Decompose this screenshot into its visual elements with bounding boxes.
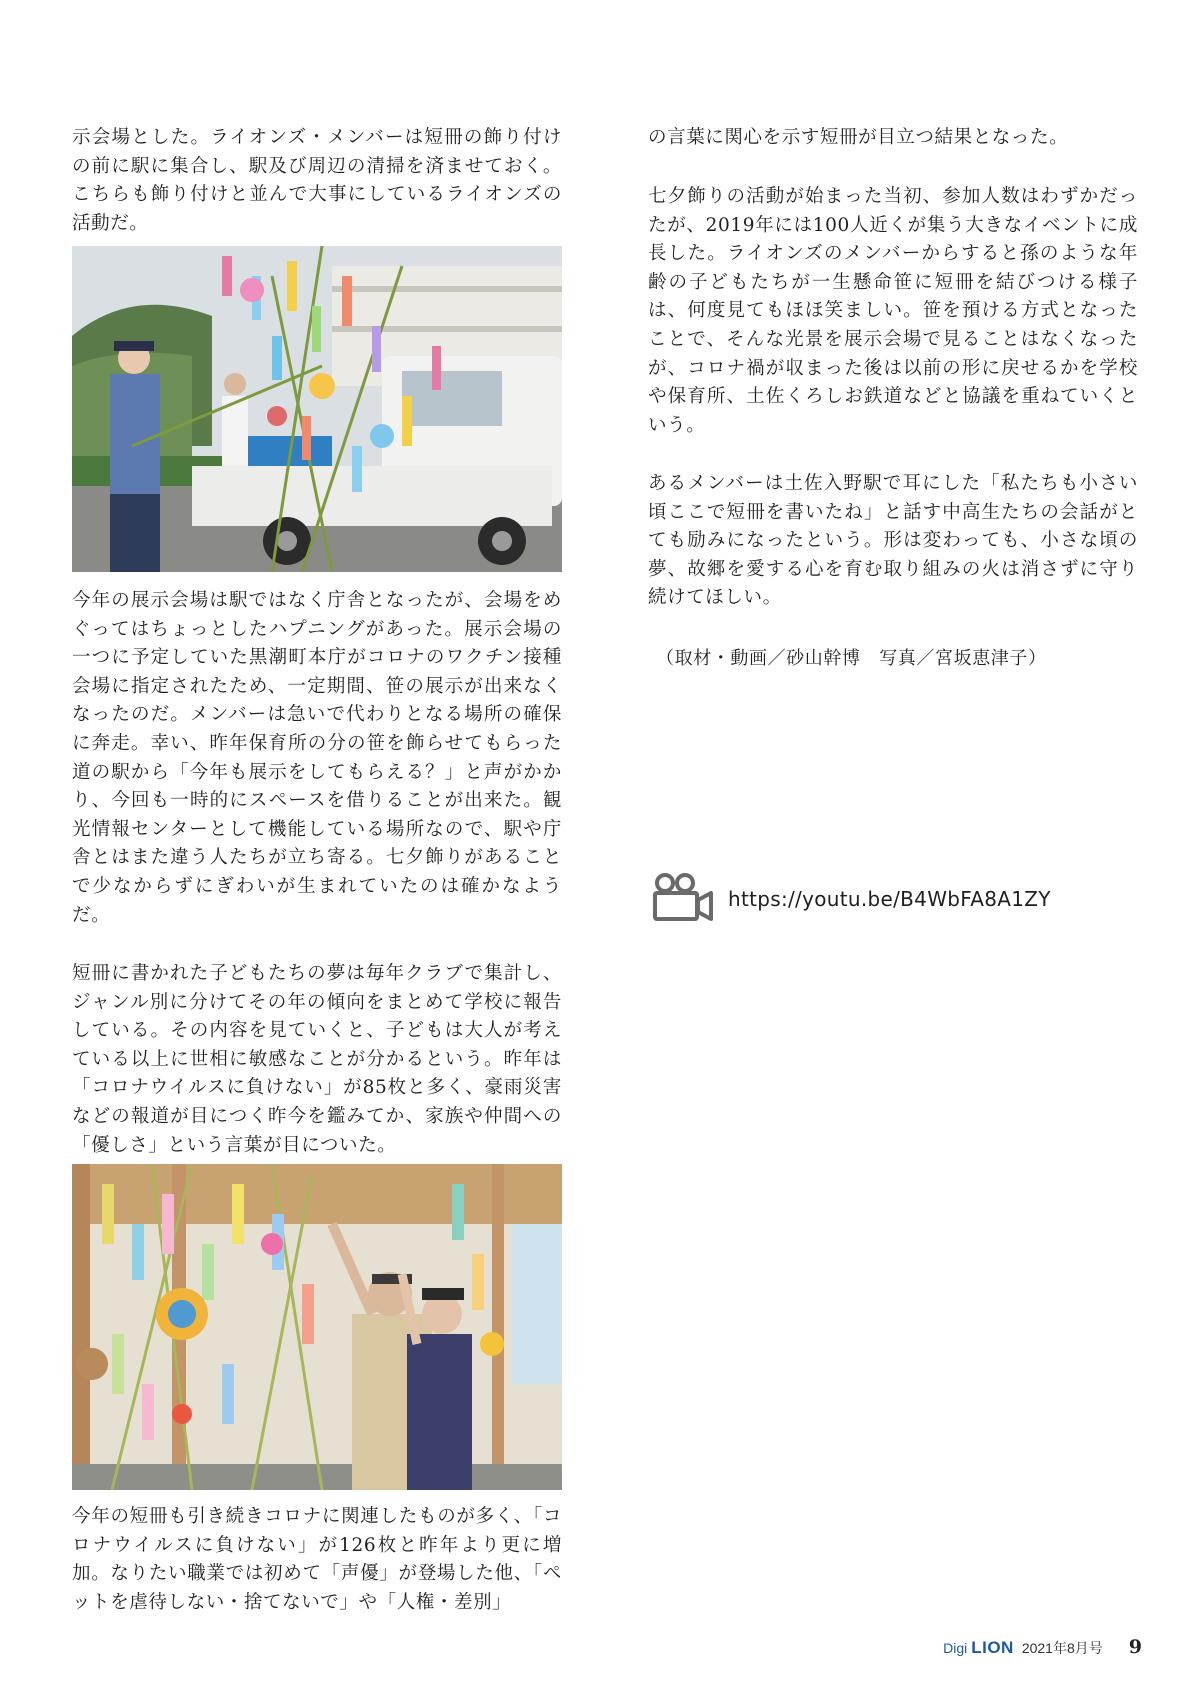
page-footer <box>943 1636 1142 1658</box>
right-para-1: の言葉に関心を示す短冊が目立つ結果となった。 <box>648 127 1069 148</box>
photo-credit: （取材・動画／砂山幹博 写真／宮坂恵津子） <box>656 648 1047 669</box>
right-para-3: あるメンバーは土佐入野駅で耳にした「私たちも小さい頃ここで短冊を書いたね」と話す中高生たちの会話がとても励みになったという。形は変わっても、小さな頃の夢、故郷を愛する心を育む取り組みの火は消さずに守り続けてほしい。 <box>648 473 1138 609</box>
page-number: 9 <box>1128 1636 1142 1658</box>
left-para-1: 示会場とした。ライオンズ・メンバーは短冊の飾り付けの前に駅に集合し、駅及び周辺の清掃を済ませておく。こちらも飾り付けと並んで大事にしているライオンズの活動だ。 <box>72 127 562 234</box>
photo-bamboo-truck <box>72 246 562 572</box>
footer-brand: LION <box>971 1638 1014 1657</box>
video-url[interactable]: https://youtu.be/B4WbFA8A1ZY <box>728 887 1051 911</box>
photo-bamboo-display <box>72 1164 562 1490</box>
photo-bamboo-display-image <box>72 1164 562 1490</box>
left-para-2: 今年の展示会場は駅ではなく庁舎となったが、会場をめぐってはちょっとしたハプニングがあった。展示会場の一つに予定していた黒潮町本庁がコロナのワクチン接種会場に指定されたため、一定期間、笹の展示が出来なくなったのだ。メンバーは急いで代わりとなる場所の確保に奔走。幸い、昨年保育所の分の笹を飾らせてもらった道の駅から「今年も展示をしてもらえる？」と声がかかり、今回も一時的にスペースを借りることが出来た。観光情報センターとして機能している場所なので、駅や庁舎とはまた違う人たちが立ち寄る。七夕飾りがあることで少なからずにぎわいが生まれていたのは確かなようだ。 <box>72 590 562 926</box>
photo-bamboo-truck-image <box>72 246 562 572</box>
right-para-2: 七夕飾りの活動が始まった当初、参加人数はわずかだったが、2019年には100人近くが集う大きなイベントに成長した。ライオンズのメンバーからすると孫のような年齢の子どもたちが一生懸命笹に短冊を結びつける様子は、何度見てもほほ笑ましい。笹を預ける方式となったことで、そんな光景を展示会場で見ることはなくなったが、コロナ禍が収まった後は以前の形に戻せるかを学校や保育所、土佐くろしお鉄道などと協議を重ねていくという。 <box>648 186 1138 436</box>
footer-issue: 2021年8月号 <box>1021 1640 1103 1656</box>
video-link[interactable] <box>652 874 1132 924</box>
footer-brand-prefix: Digi <box>943 1640 968 1656</box>
video-camera-icon <box>652 872 714 926</box>
left-para-3: 短冊に書かれた子どもたちの夢は毎年クラブで集計し、ジャンル別に分けてその年の傾向をまとめて学校に報告している。その内容を見ていくと、子どもは大人が考えている以上に世相に敏感なことが分かるという。昨年は「コロナウイルスに負けない」が85枚と多く、豪雨災害などの報道が目につく昨今を鑑みてか、家族や仲間への「優しさ」という言葉が目についた。 <box>72 963 562 1156</box>
left-para-4: 今年の短冊も引き続きコロナに関連したものが多く、「コロナウイルスに負けない」が126枚と昨年より更に増加。なりたい職業では初めて「声優」が登場した他、「ペットを虐待しない・捨てないで」や「人権・差別」 <box>72 1506 562 1613</box>
video-camera-icon-svg <box>652 872 714 922</box>
